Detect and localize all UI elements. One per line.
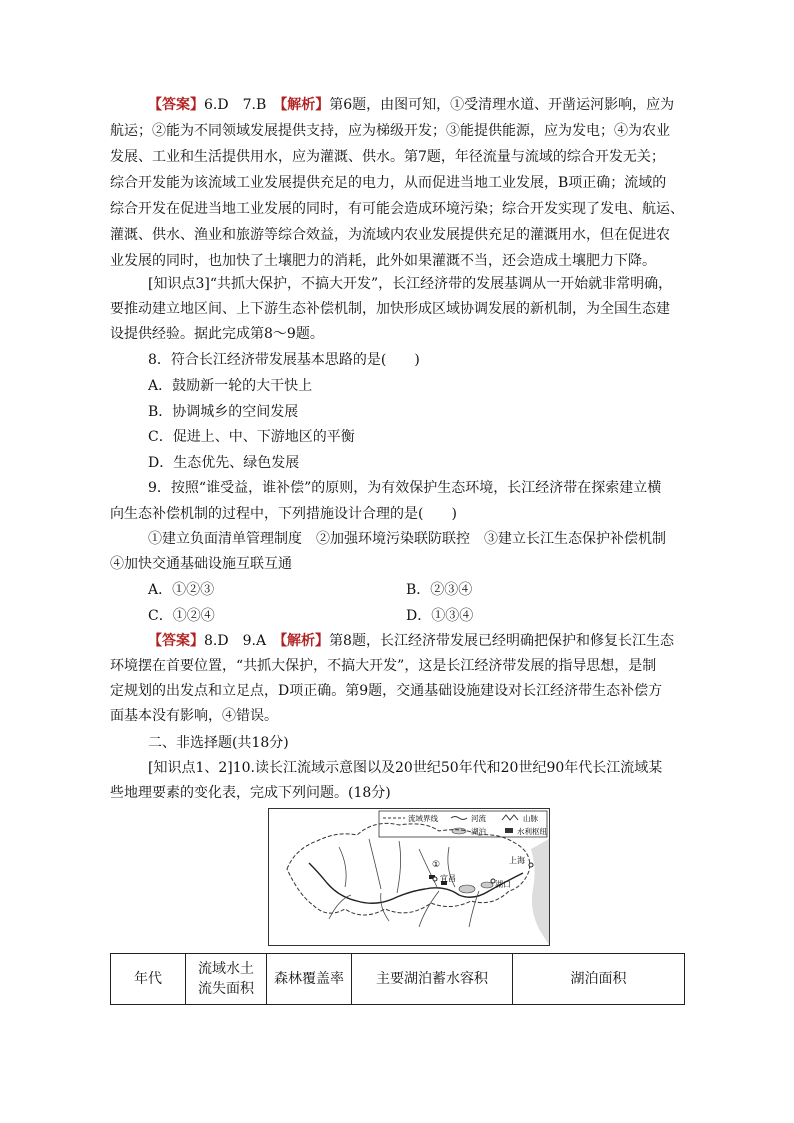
lake-legend-icon — [452, 828, 466, 834]
answer-values: 8.D 9.A — [204, 633, 281, 649]
question-9-option-a: A．①②③ — [148, 582, 215, 598]
knowledge-point-3: [知识点3]“共抓大保护，不搞大开发”，长江经济带的发展基调从一开始就非常明确， — [148, 276, 673, 292]
tributary — [339, 847, 346, 887]
shanghai-marker — [529, 863, 533, 867]
lake — [481, 882, 493, 888]
legend-river: 河流 — [471, 814, 486, 823]
question-10-stem: [知识点1、2]10.读长江流域示意图以及20世纪50年代和20世纪90年代长江流域某 — [148, 760, 663, 776]
legend-boundary: 流域界线 — [408, 814, 438, 823]
geography-change-table — [110, 953, 685, 1005]
analysis-text: 第6题，由图可知，①受清理水道、开凿运河影响，应为 — [329, 97, 675, 113]
header-lake-area: 湖泊面积 — [513, 954, 685, 1005]
legend-dam: 水利枢纽 — [517, 827, 547, 836]
question-10-stem: 些地理要素的变化表，完成下列问题。(18分) — [110, 785, 391, 801]
answer-tag: 【答案】 — [148, 633, 204, 649]
analysis-text: 综合开发在促进当地工业发展的同时，有可能会造成环境污染；综合开发实现了发电、航运、 — [110, 201, 684, 217]
analysis-text: 发展、工业和生活提供用水，应为灌溉、供水。第7题，年径流量与流域的综合开发无关； — [110, 149, 665, 165]
analysis-text: 综合开发能为该流域工业发展提供充足的电力，从而促进当地工业发展，B项正确；流域的 — [110, 175, 667, 191]
tributary — [397, 841, 401, 893]
header-soil-erosion: 流域水土 流失面积 — [186, 954, 267, 1005]
question-9-stem: 向生态补偿机制的过程中，下列措施设计合理的是( ) — [110, 506, 457, 522]
question-8-stem: 8．符合长江经济带发展基本思路的是( ) — [148, 352, 420, 368]
answer-tag: 【答案】 — [148, 97, 204, 113]
legend-lake: 湖泊 — [471, 827, 486, 836]
tributary — [381, 893, 389, 921]
answer-6-7-line — [148, 96, 674, 114]
legend-mountain: 山脉 — [523, 814, 538, 823]
analysis-text: 业发展的同时，也加快了土壤肥力的消耗，此外如果灌溉不当，还会造成土壤肥力下降。 — [110, 253, 656, 269]
question-8-option-b: B．协调城乡的空间发展 — [148, 404, 299, 420]
tributary — [369, 839, 381, 889]
analysis-text: 定规划的出发点和立足点，D项正确。第9题，交通基础设施建设对长江经济带生态补偿方 — [110, 683, 663, 699]
analysis-text: 航运；②能为不同领域发展提供支持，应为梯级开发；③能提供能源，应为发电；④为农业 — [110, 123, 670, 139]
dam-legend-icon — [505, 828, 513, 833]
question-8-option-d: D．生态优先、绿色发展 — [148, 455, 300, 471]
sea-area — [531, 839, 549, 945]
analysis-text: 面基本没有影响，④错误。 — [110, 708, 278, 724]
header-lake-storage: 主要湖泊蓄水容积 — [352, 954, 513, 1005]
analysis-tag: 【解析】 — [280, 97, 330, 113]
label-circled-1: ① — [432, 860, 441, 870]
analysis-text: 灌溉、供水、渔业和旅游等综合效益，为流域内农业发展提供充足的灌溉用水，但在促进农 — [110, 227, 670, 243]
analysis-text: 第8题，长江经济带发展已经明确把保护和修复长江生态 — [329, 633, 674, 649]
yangtze-basin-map — [268, 808, 550, 946]
question-9-option-b: B．②③④ — [406, 582, 473, 598]
label-yichang: 宜昌 — [440, 874, 456, 883]
label-shanghai: 上海 — [509, 856, 525, 865]
table-header-row — [111, 954, 685, 1005]
analysis-tag: 【解析】 — [280, 633, 330, 649]
answer-8-9-line — [148, 632, 674, 650]
yichang-marker — [433, 877, 437, 881]
header-forest-cover: 森林覆盖率 — [267, 954, 352, 1005]
question-9-items: ④加快交通基础设施互联互通 — [110, 556, 292, 572]
question-9-items: ①建立负面清单管理制度 ②加强环境污染联防联控 ③建立长江生态保护补偿机制 — [148, 531, 666, 547]
question-8-option-a: A．鼓励新一轮的大干快上 — [148, 378, 313, 394]
label-hukou: 湖口 — [495, 880, 511, 889]
question-8-option-c: C．促进上、中、下游地区的平衡 — [148, 429, 355, 445]
analysis-text: 环境摆在首要位置，“共抓大保护，不搞大开发”，这是长江经济带发展的指导思想，是制 — [110, 658, 657, 674]
question-9-option-c: C．①②④ — [148, 608, 215, 624]
answer-values: 6.D 7.B — [204, 97, 281, 113]
question-9-stem: 9．按照“谁受益，谁补偿”的原则，为有效保护生态环境，长江经济带在探索建立横 — [148, 480, 662, 496]
header-year: 年代 — [111, 954, 186, 1005]
question-9-option-d: D．①③④ — [406, 608, 474, 624]
knowledge-point-3: 要推动建立地区间、上下游生态补偿机制，加快形成区域协调发展的新机制，为全国生态建 — [110, 301, 670, 317]
knowledge-point-3: 设提供经验。据此完成第8～9题。 — [110, 326, 324, 342]
section-heading: 二、非选择题(共18分) — [148, 735, 289, 751]
map-drawing — [269, 809, 549, 945]
lake — [459, 885, 475, 893]
tributary — [419, 891, 439, 927]
